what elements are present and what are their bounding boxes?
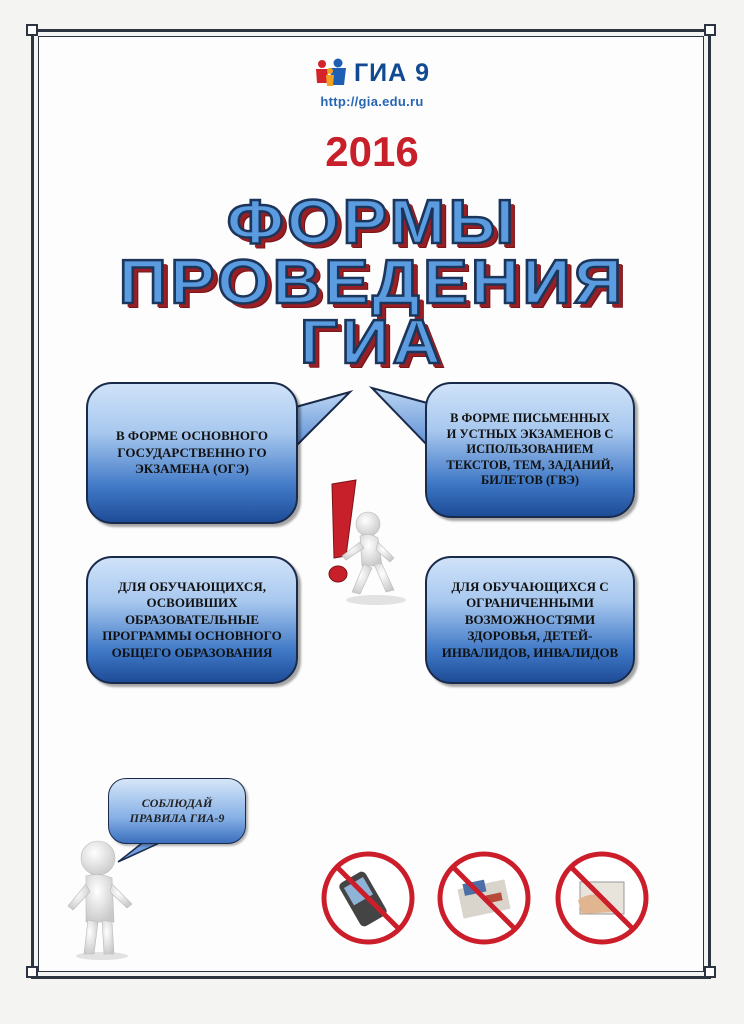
no-notes-icon — [440, 854, 528, 942]
person-figure-icon — [342, 512, 406, 605]
bubble-gve-text: В ФОРМЕ ПИСЬМЕННЫХ И УСТНЫХ ЭКЗАМЕНОВ С ИСПОЛЬЗОВАНИЕМ ТЕКСТОВ, ТЕМ, ЗАДАНИЙ, БИЛЕТОВ (ГВЭ) — [446, 411, 614, 488]
rules-bubble-text: СОБЛЮДАЙ ПРАВИЛА ГИА-9 — [129, 796, 225, 825]
title-line-2: ПРОВЕДЕНИЯ — [118, 248, 626, 317]
title-line-3: ГИА — [299, 308, 445, 377]
bubble-disabilities-text: ДЛЯ ОБУЧАЮЩИХСЯ С ОГРАНИЧЕННЫМИ ВОЗМОЖНОСТЯМИ ЗДОРОВЬЯ, ДЕТЕЙ-ИНВАЛИДОВ, ИНВАЛИДОВ — [441, 578, 619, 660]
no-cheat-sheet-icon — [558, 854, 646, 942]
bubble-gve — [425, 382, 635, 518]
bubble-students — [86, 556, 298, 684]
bubble-students-text: ДЛЯ ОБУЧАЮЩИХСЯ, ОСВОИВШИХ ОБРАЗОВАТЕЛЬНЫЕ ПРОГРАММЫ ОСНОВНОГО ОБЩЕГО ОБРАЗОВАНИЯ — [102, 578, 282, 660]
rules-bubble — [108, 778, 246, 844]
no-phone-icon — [324, 854, 412, 942]
title-line-1: ФОРМЫ — [226, 188, 518, 257]
bubble-tail — [372, 388, 431, 446]
bubble-oge-text: В ФОРМЕ ОСНОВНОГО ГОСУДАРСТВЕННО ГО ЭКЗАМЕНА (ОГЭ) — [115, 428, 269, 477]
bubble-oge — [86, 382, 298, 524]
bubble-tail — [292, 392, 350, 446]
logo-url: http://gia.edu.ru — [320, 94, 424, 109]
logo-text: ГИА 9 — [353, 58, 431, 87]
year: 2016 — [325, 128, 419, 175]
bubble-disabilities — [425, 556, 635, 684]
exclamation-icon — [329, 480, 356, 582]
